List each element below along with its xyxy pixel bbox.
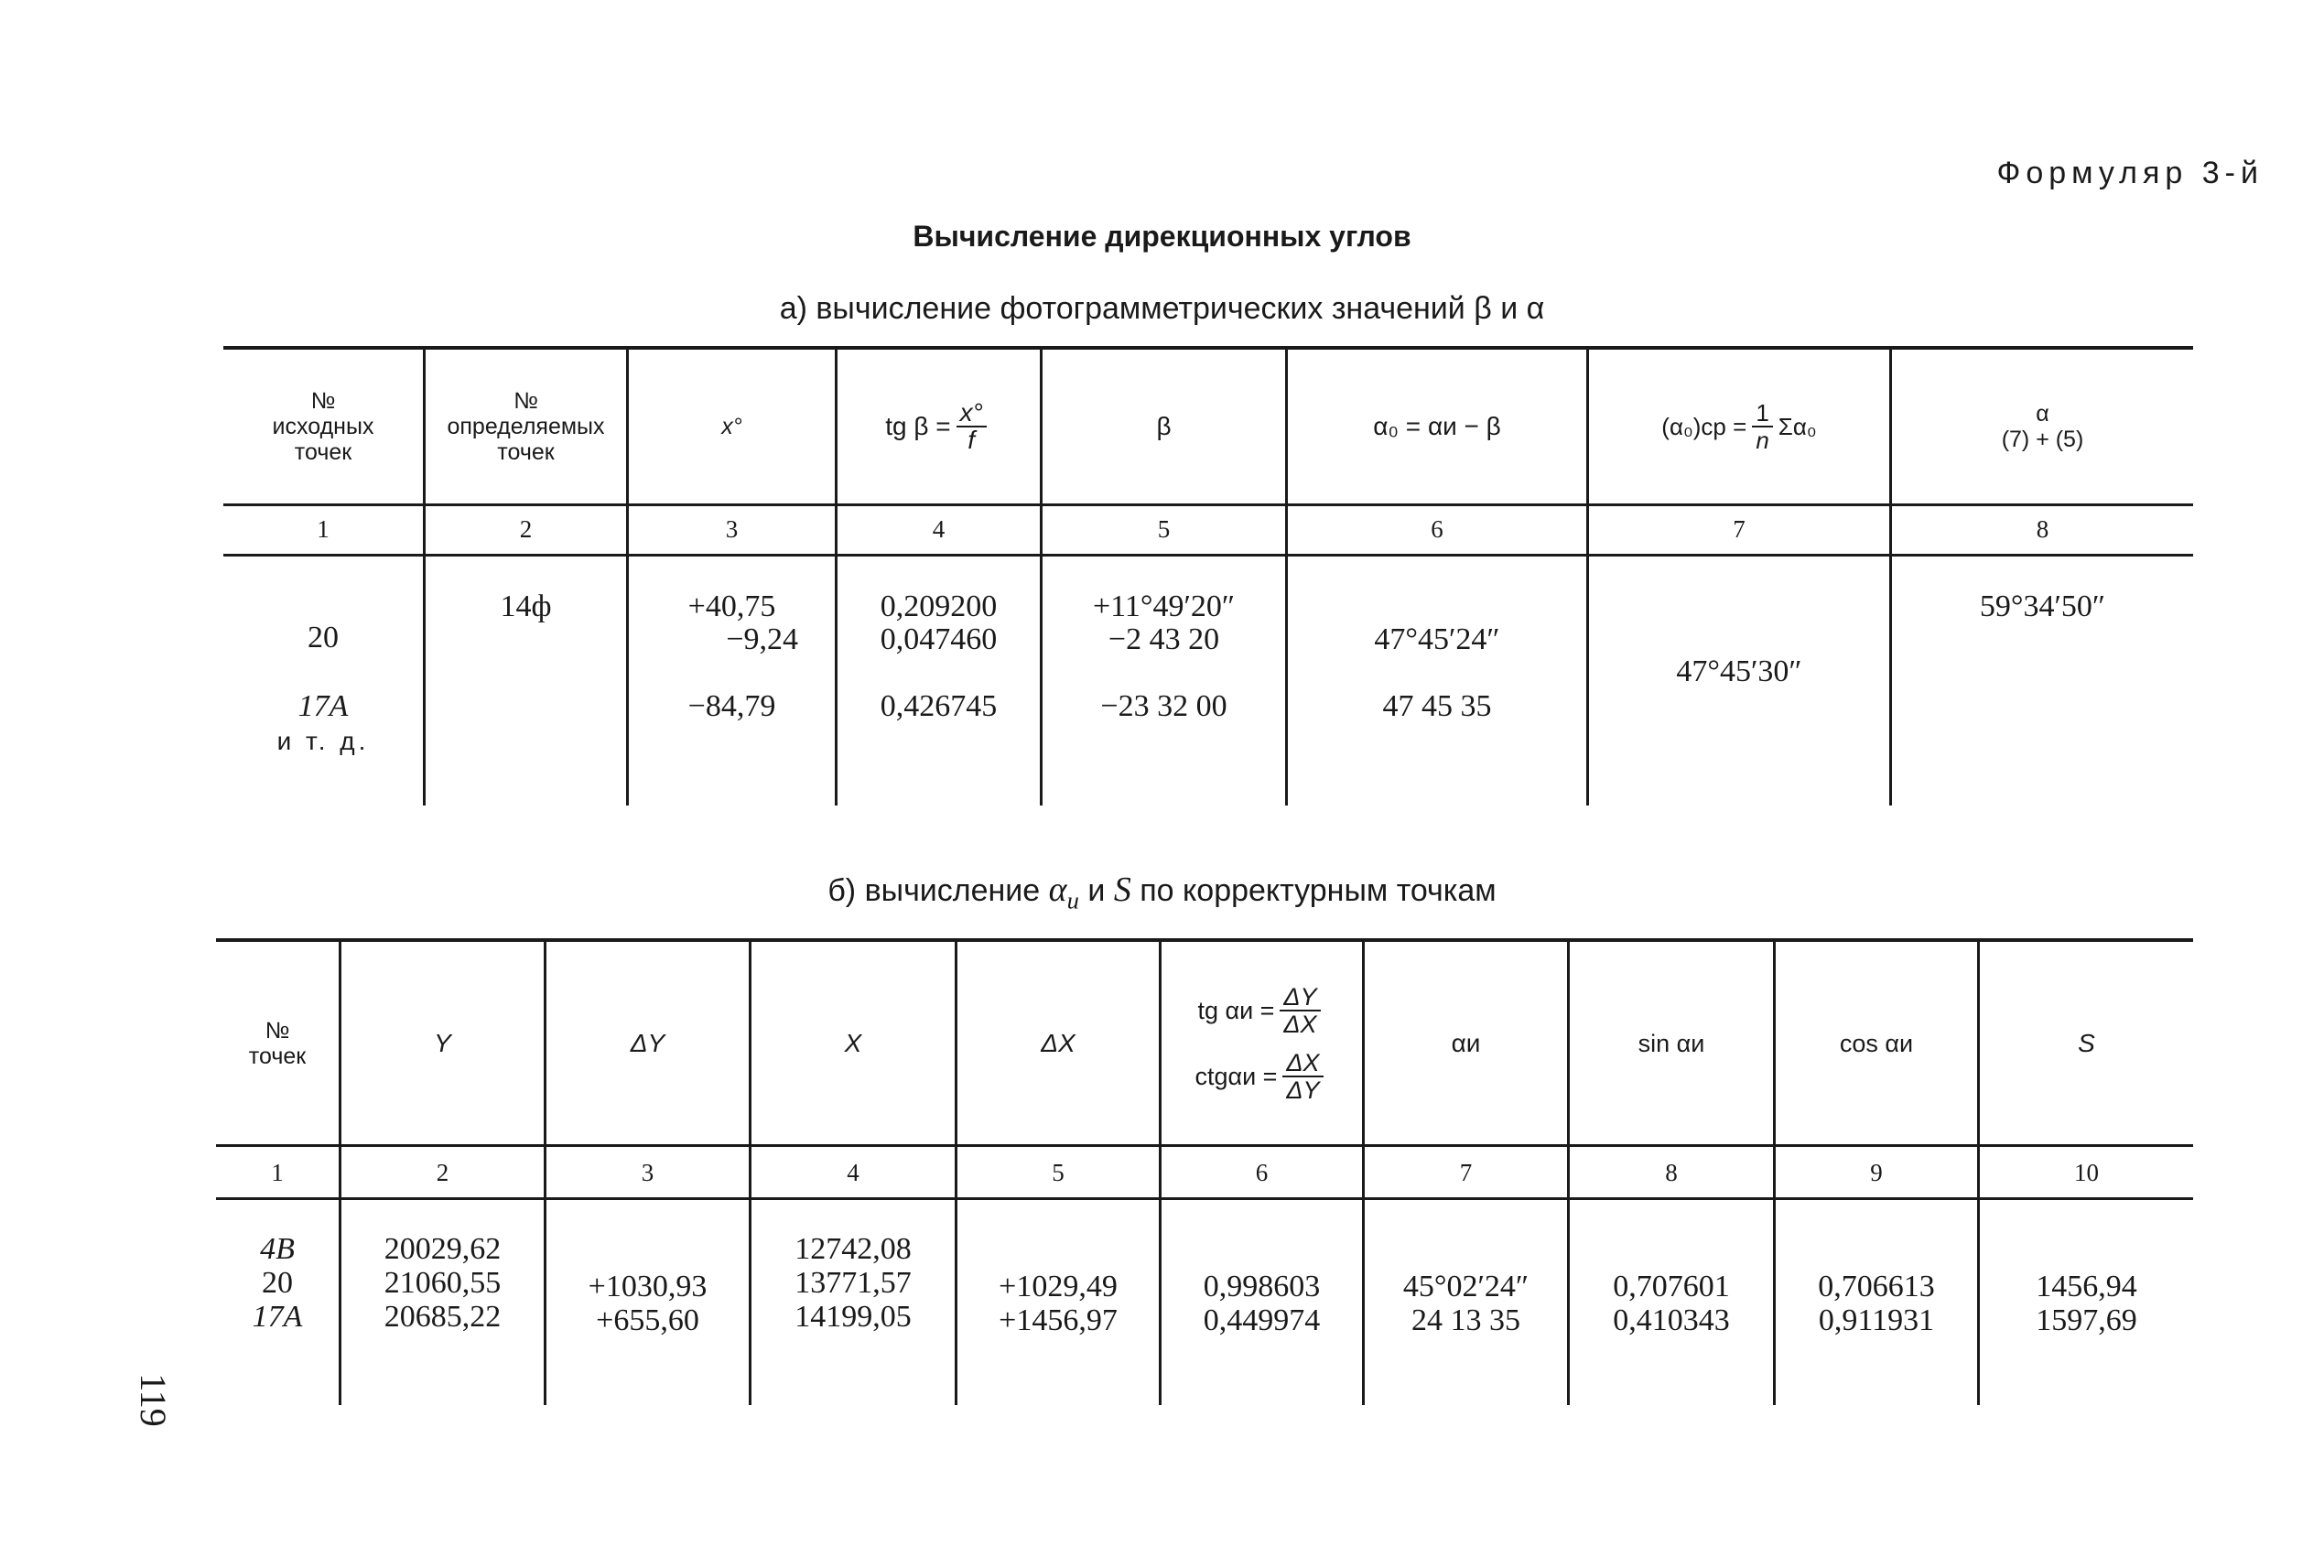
table-b-colnum: 1 [271,1159,284,1186]
table-b-caption [0,870,2324,915]
table-b-header-dx: ΔX [1041,1028,1076,1057]
table-b-cell: 20685,22 [384,1300,502,1334]
fraction-denominator: n [1756,427,1769,454]
table-b-cell: 0,706613 [1818,1270,1935,1303]
table-a-colnum: 1 [317,515,330,543]
table-a-colnum: 8 [2036,515,2049,543]
table-b-header-points [216,942,339,1144]
table-b-header-y: Y [434,1028,451,1057]
table-a-cell: −23 32 00 [1100,689,1227,723]
table-b-colnum: 10 [2074,1159,2099,1186]
table-b-cell: 45°02′24″ [1402,1270,1530,1303]
header-line: исходных [272,414,374,439]
table-b-colnum: 3 [641,1159,654,1186]
table-a-colnum: 4 [932,515,946,543]
table-b-cell-point: 17A [252,1300,303,1334]
table-b-header-cos: cos αи [1839,1029,1914,1057]
fraction [957,400,987,453]
ctg-formula [1194,1050,1328,1103]
header-line: № [265,1017,290,1044]
formula-prefix: (α₀)ср = [1661,413,1747,440]
table-a-caption: а) вычисление фотограмметрических значений β и α [779,291,1545,326]
table-b-header-dy: ΔY [630,1028,665,1057]
table-b-colnum: 6 [1255,1159,1269,1186]
table-a-cell-alpha: 59°34′50″ [1979,589,2106,623]
table-b-cell: 0,998603 [1203,1270,1321,1303]
table-b-cell: 24 13 35 [1411,1303,1520,1337]
caption-text: и [1087,873,1106,908]
table-a-cell: 0,047460 [880,622,998,656]
header-line: точек [497,439,555,465]
fraction [1752,400,1772,453]
page-title: Вычисление дирекционных углов [913,220,1411,253]
table-a-cell-mean: 47°45′30″ [1676,654,1802,688]
table-a-colnum: 3 [725,515,739,543]
table-b-cell: 1597,69 [2036,1303,2137,1337]
fraction-denominator: ΔX [1283,1010,1317,1038]
table-b-cell-point: 4B [260,1232,295,1266]
table-a-colnum: 2 [519,515,533,543]
table-a-colnum-rule [223,554,2193,557]
formula-prefix: tg αи = [1197,996,1275,1024]
table-a-header-source-points [223,350,423,503]
alpha-subscript: и [1066,886,1079,914]
table-b-cell: 1456,94 [2036,1270,2137,1303]
table-a-cell: 0,209200 [880,589,998,623]
table-b-cell: 0,410343 [1613,1303,1730,1337]
table-b-header-s: S [2078,1028,2095,1057]
table-a-cell-20: 20 [308,621,339,654]
table-a-header-tg-beta [838,350,1040,503]
table-b-cell: +1029,49 [999,1270,1118,1303]
table-a-colnum: 6 [1431,515,1443,543]
table-a-cell: 0,426745 [880,689,998,723]
alpha-symbol: α [1048,871,1067,909]
table-b-header-alpha-i: αи [1451,1028,1481,1057]
table-a-header-alpha [1892,350,2193,503]
table-b-cell: 12742,08 [794,1232,912,1266]
fraction [1280,984,1320,1037]
table-a-cell: +11°49′20″ [1092,589,1236,623]
table-b-cell-point: 20 [262,1266,293,1300]
table-a-cell: −84,79 [687,689,776,723]
table-b-header-tg-ctg [1162,942,1362,1144]
table-b-header-rule [216,1144,2193,1147]
table-b-cell: 0,707601 [1613,1270,1730,1303]
fraction-numerator: 1 [1752,400,1772,427]
fraction-denominator: ΔY [1286,1076,1320,1104]
header-line: определяемых [447,414,605,439]
header-line: (7) + (5) [2001,427,2084,452]
table-b-colnum-rule [216,1197,2193,1200]
header-line: № [513,388,538,414]
table-a-cell: −9,24 [726,622,798,656]
table-b-cell: +655,60 [596,1303,699,1337]
caption-alpha [1048,871,1079,914]
fraction-numerator: ΔX [1282,1050,1323,1077]
table-b-header-x: X [844,1028,862,1057]
table-a-header-determined-points [426,350,626,503]
caption-text: по корректурным точкам [1140,873,1497,908]
table-a-cell: 47°45′24″ [1374,622,1500,656]
table-b-cell: 14199,05 [794,1300,912,1334]
fraction [1282,1050,1323,1103]
table-b-cell: 21060,55 [384,1266,502,1300]
table-b-cell: +1456,97 [999,1303,1118,1337]
table-b-cell: 0,911931 [1818,1303,1935,1337]
table-b-colnum: 9 [1870,1159,1883,1186]
formula-prefix: ctgαи = [1194,1062,1278,1090]
caption-s: S [1113,871,1131,909]
table-b-colnum: 2 [436,1159,449,1186]
formula-suffix: Σα₀ [1778,413,1817,440]
table-a-header-alpha0: α₀ = αи − β [1373,412,1501,440]
table-b-cell: 13771,57 [794,1266,912,1300]
table-a-cell-etc: и т. д. [276,727,370,755]
fraction-numerator: ΔY [1280,984,1320,1011]
page-number: 119 [132,1373,174,1427]
table-a-cell: +40,75 [687,589,776,623]
table-a-cell-17a: 17A [297,689,349,723]
table-a-header-alpha0-mean [1589,350,1889,503]
tg-formula [1197,984,1325,1037]
table-a-cell: −2 43 20 [1108,622,1220,656]
fraction-denominator: f [967,426,976,454]
header-line: № [310,388,336,414]
table-a-colnum: 5 [1157,515,1171,543]
header-line: α [2036,401,2049,427]
table-b-colnum: 5 [1052,1159,1065,1186]
formula-prefix: tg β = [885,412,951,440]
caption-text: б) вычисление [827,873,1041,908]
table-a-header-beta: β [1156,412,1172,440]
table-b-cell: +1030,93 [588,1270,708,1303]
table-a-colnum: 7 [1733,515,1746,543]
table-a-cell-14f: 14ф [500,589,552,623]
header-line: точек [248,1043,307,1069]
table-b-cell: 20029,62 [384,1232,502,1266]
header-line: точек [294,439,352,465]
table-b-colnum: 7 [1459,1159,1473,1186]
fraction-numerator: x° [957,400,987,427]
table-b-colnum: 4 [847,1159,859,1186]
table-a-header-rule [223,503,2193,506]
table-b-header-sin: sin αи [1638,1029,1705,1057]
form-label: Формуляр 3-й [1996,156,2264,190]
table-b-colnum: 8 [1665,1159,1678,1186]
table-a-header-x0: x° [721,414,742,439]
table-b-cell: 0,449974 [1203,1303,1321,1337]
table-a-cell: 47 45 35 [1382,689,1492,723]
